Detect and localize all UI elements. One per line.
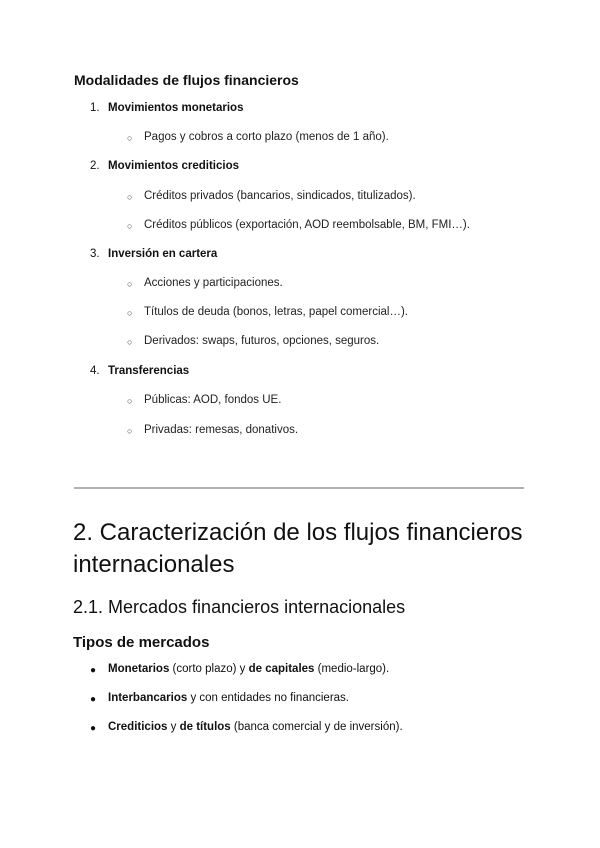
sub-list-item: Públicas: AOD, fondos UE. <box>144 394 282 406</box>
circle-bullet-icon: ○ <box>127 192 133 202</box>
circle-bullet-icon: ○ <box>127 426 133 436</box>
list-item-title: Inversión en cartera <box>108 248 218 260</box>
bullet-icon: ● <box>90 723 97 734</box>
list-item-title: Movimientos monetarios <box>108 102 244 114</box>
sub-list-item: Derivados: swaps, futuros, opciones, seguros. <box>144 335 380 347</box>
heading-2: 2. Caracterización de los flujos financieros internacionales <box>73 519 523 578</box>
list-number: 4. <box>90 365 100 377</box>
heading-3: 2.1. Mercados financieros internacionales <box>73 597 406 617</box>
list-number: 2. <box>90 160 100 172</box>
circle-bullet-icon: ○ <box>127 396 133 406</box>
sub-list-item: Pagos y cobros a corto plazo (menos de 1 año). <box>144 131 389 143</box>
bullet-item: Interbancarios y con entidades no financieras. <box>108 692 349 704</box>
section-title: Modalidades de flujos financieros <box>74 72 299 88</box>
heading-4: Tipos de mercados <box>73 634 210 651</box>
circle-bullet-icon: ○ <box>127 221 133 231</box>
list-item-title: Transferencias <box>108 365 190 377</box>
circle-bullet-icon: ○ <box>127 279 133 289</box>
circle-bullet-icon: ○ <box>127 308 133 318</box>
circle-bullet-icon: ○ <box>127 337 133 347</box>
sub-list-item: Privadas: remesas, donativos. <box>144 424 299 436</box>
bullet-icon: ● <box>90 665 97 676</box>
sub-list-item: Acciones y participaciones. <box>144 277 283 289</box>
sub-list-item: Créditos privados (bancarios, sindicados, titulizados). <box>144 190 416 202</box>
sub-list-item: Créditos públicos (exportación, AOD reembolsable, BM, FMI…). <box>144 219 470 231</box>
list-number: 3. <box>90 248 100 260</box>
circle-bullet-icon: ○ <box>127 133 133 143</box>
sub-list-item: Títulos de deuda (bonos, letras, papel comercial…). <box>144 306 408 318</box>
bullet-item: Monetarios (corto plazo) y de capitales (medio-largo). <box>108 663 390 675</box>
bullet-icon: ● <box>90 694 97 705</box>
list-number: 1. <box>90 102 100 114</box>
bullet-item: Crediticios y de títulos (banca comercial y de inversión). <box>108 721 403 733</box>
horizontal-rule <box>74 487 524 489</box>
list-item-title: Movimientos crediticios <box>108 160 240 172</box>
